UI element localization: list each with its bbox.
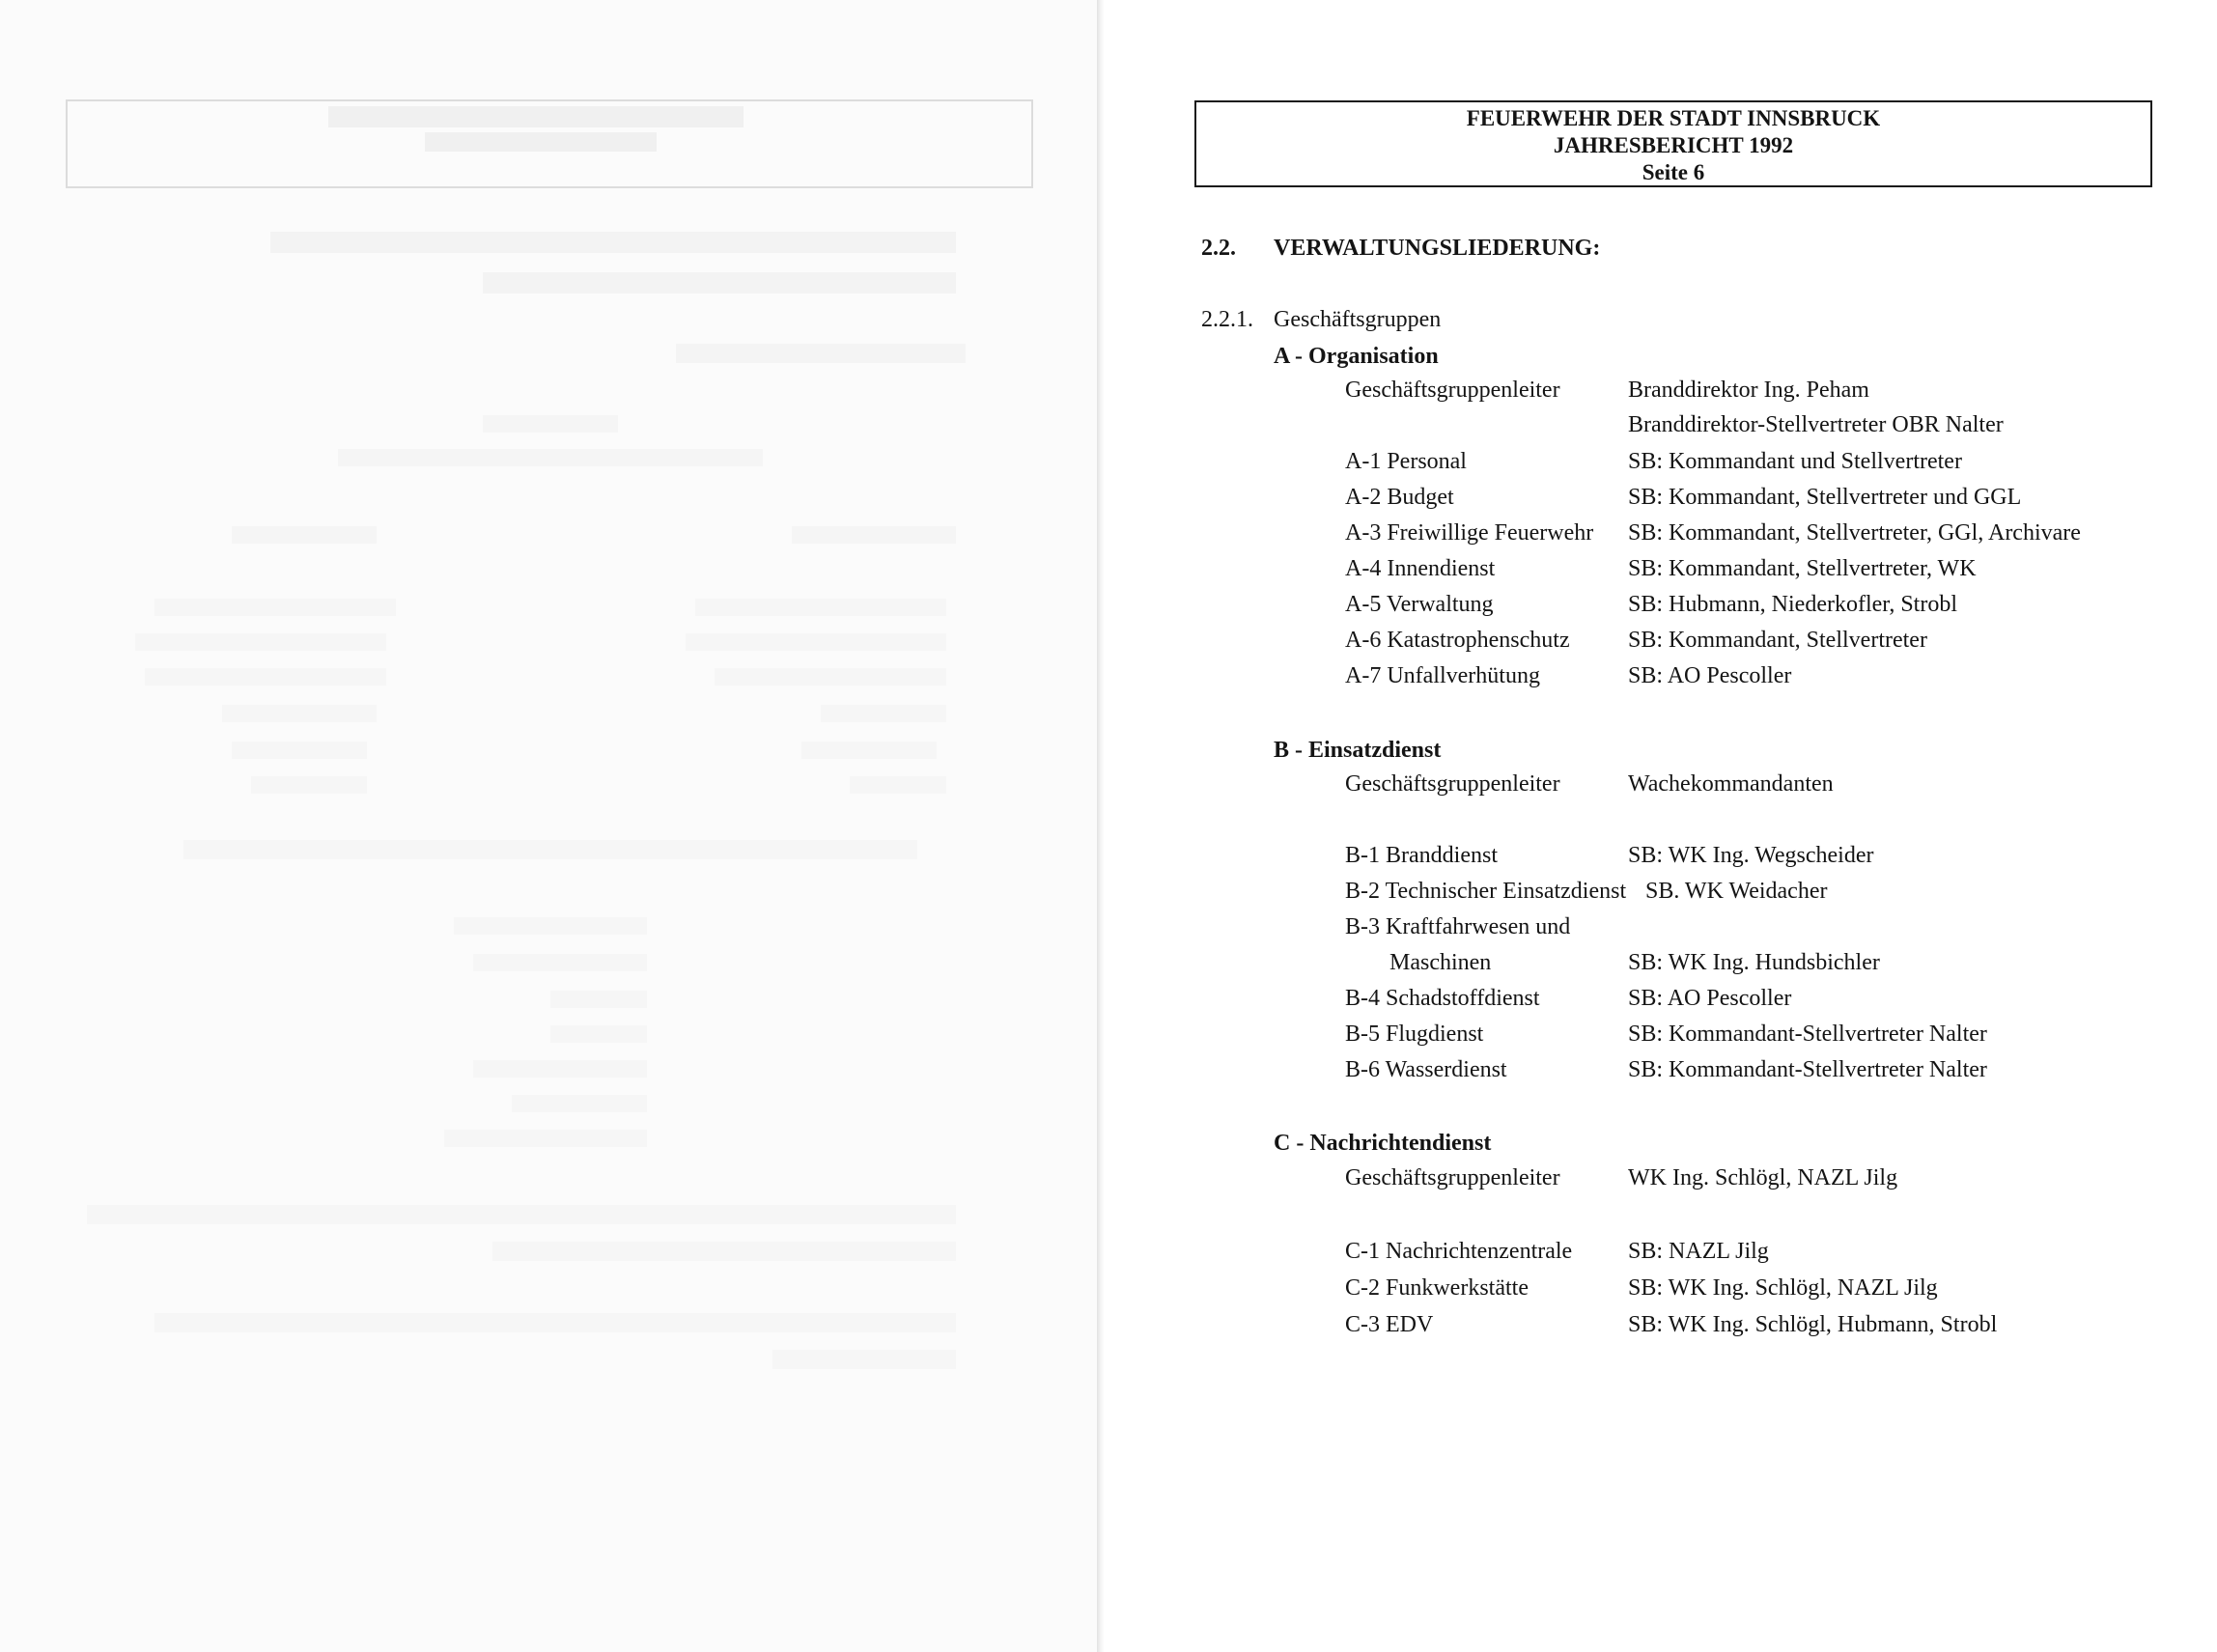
bleedthrough-text-block xyxy=(328,106,744,127)
bleedthrough-text-block xyxy=(772,1350,956,1369)
group-a-leader-label: Geschäftsgruppenleiter xyxy=(1345,378,1560,403)
bleedthrough-text-block xyxy=(251,776,367,794)
group-c-leader-value: WK Ing. Schlögl, NAZL Jilg xyxy=(1628,1165,1898,1190)
bleedthrough-text-block xyxy=(473,1060,647,1078)
group-b-item-value: SB: AO Pescoller xyxy=(1628,986,1792,1011)
section-number: 2.2. xyxy=(1201,236,1236,261)
subsection-title: Geschäftsgruppen xyxy=(1274,307,1442,332)
bleedthrough-text-block xyxy=(135,633,386,651)
bleedthrough-text-block xyxy=(483,272,956,294)
group-a-item-label: A-2 Budget xyxy=(1345,485,1454,510)
group-b-leader-value: Wachekommandanten xyxy=(1628,771,1834,797)
group-a-item-label: A-7 Unfallverhütung xyxy=(1345,663,1540,688)
bleedthrough-text-block xyxy=(850,776,946,794)
bleedthrough-text-block xyxy=(483,415,618,433)
page-fold xyxy=(1097,0,1105,1652)
group-c-leader-label: Geschäftsgruppenleiter xyxy=(1345,1165,1560,1190)
group-b-item-label: B-2 Technischer Einsatzdienst xyxy=(1345,879,1627,904)
group-a-item-value: SB: Hubmann, Niederkofler, Strobl xyxy=(1628,592,1957,617)
group-b-item-value: SB: WK Ing. Hundsbichler xyxy=(1628,950,1880,975)
bleedthrough-text-block xyxy=(222,705,377,722)
group-a-item-label: A-3 Freiwillige Feuerwehr xyxy=(1345,520,1594,546)
group-a-title: A - Organisation xyxy=(1274,344,1439,369)
group-c-item-label: C-3 EDV xyxy=(1345,1312,1434,1337)
group-c-item-value: SB: WK Ing. Schlögl, Hubmann, Strobl xyxy=(1628,1312,1998,1337)
bleedthrough-text-block xyxy=(801,742,937,759)
group-b-leader-label: Geschäftsgruppenleiter xyxy=(1345,771,1560,797)
group-a-item-label: A-6 Katastrophenschutz xyxy=(1345,628,1570,653)
group-a-item-label: A-1 Personal xyxy=(1345,449,1467,474)
group-a-item-value: SB: AO Pescoller xyxy=(1628,663,1792,688)
subsection-number: 2.2.1. xyxy=(1201,307,1253,332)
group-b-item-label-continued: Maschinen xyxy=(1389,950,1492,975)
bleedthrough-text-block xyxy=(821,705,946,722)
group-a-leader-value-2: Branddirektor-Stellvertreter OBR Nalter xyxy=(1628,412,2004,437)
group-b-item-label: B-3 Kraftfahrwesen und xyxy=(1345,914,1571,939)
group-b-item-label: B-1 Branddienst xyxy=(1345,843,1498,868)
bleedthrough-text-block xyxy=(183,840,917,859)
bleedthrough-text-block xyxy=(232,742,367,759)
bleedthrough-text-block xyxy=(145,668,386,686)
group-b-item-value: SB: Kommandant-Stellvertreter Nalter xyxy=(1628,1022,1987,1047)
group-a-leader-value: Branddirektor Ing. Peham xyxy=(1628,378,1869,403)
group-a-item-value: SB: Kommandant und Stellvertreter xyxy=(1628,449,1962,474)
group-b-item-label: B-5 Flugdienst xyxy=(1345,1022,1484,1047)
bleedthrough-text-block xyxy=(715,668,946,686)
bleedthrough-text-block xyxy=(550,991,647,1008)
bleedthrough-text-block xyxy=(686,633,946,651)
bleedthrough-text-block xyxy=(695,599,946,616)
header-line-1: FEUERWEHR DER STADT INNSBRUCK xyxy=(1466,106,1881,130)
bleedthrough-text-block xyxy=(512,1095,647,1112)
bleedthrough-text-block xyxy=(425,132,657,152)
group-a-item-label: A-5 Verwaltung xyxy=(1345,592,1494,617)
report-header xyxy=(1194,100,2152,187)
bleedthrough-text-block xyxy=(444,1130,647,1147)
group-a-item-value: SB: Kommandant, Stellvertreter xyxy=(1628,628,1927,653)
group-b-item-value: SB. WK Weidacher xyxy=(1645,879,1828,904)
bleedthrough-text-block xyxy=(87,1205,956,1224)
bleedthrough-text-block xyxy=(492,1242,956,1261)
bleedthrough-text-block xyxy=(338,449,763,466)
bleedthrough-text-block xyxy=(473,954,647,971)
group-a-item-value: SB: Kommandant, Stellvertreter, WK xyxy=(1628,556,1977,581)
group-a-item-value: SB: Kommandant, Stellvertreter und GGL xyxy=(1628,485,2022,510)
bleedthrough-text-block xyxy=(454,917,647,935)
bleedthrough-text-block xyxy=(232,526,377,544)
header-line-2: JAHRESBERICHT 1992 xyxy=(1553,133,1794,157)
group-b-item-value: SB: WK Ing. Wegscheider xyxy=(1628,843,1874,868)
group-c-item-label: C-2 Funkwerkstätte xyxy=(1345,1275,1529,1301)
bleedthrough-text-block xyxy=(270,232,956,253)
header-line-3: Seite 6 xyxy=(1642,160,1705,184)
group-c-item-label: C-1 Nachrichtenzentrale xyxy=(1345,1239,1573,1264)
group-c-title: C - Nachrichtendienst xyxy=(1274,1131,1492,1156)
bleedthrough-text-block xyxy=(676,344,966,363)
group-b-item-value: SB: Kommandant-Stellvertreter Nalter xyxy=(1628,1057,1987,1082)
bleedthrough-text-block xyxy=(550,1025,647,1043)
section-title: VERWALTUNGSLIEDERUNG: xyxy=(1274,236,1601,261)
left-page-bleedthrough xyxy=(0,0,1101,1652)
group-b-title: B - Einsatzdienst xyxy=(1274,738,1442,763)
group-a-item-value: SB: Kommandant, Stellvertreter, GGl, Archivare xyxy=(1628,520,2081,546)
group-b-item-label: B-6 Wasserdienst xyxy=(1345,1057,1507,1082)
bleedthrough-text-block xyxy=(792,526,956,544)
bleedthrough-text-block xyxy=(154,599,396,616)
group-a-item-label: A-4 Innendienst xyxy=(1345,556,1496,581)
group-c-item-value: SB: WK Ing. Schlögl, NAZL Jilg xyxy=(1628,1275,1938,1301)
right-page xyxy=(1105,0,2217,1652)
group-c-item-value: SB: NAZL Jilg xyxy=(1628,1239,1769,1264)
bleedthrough-text-block xyxy=(154,1313,956,1332)
group-b-item-label: B-4 Schadstoffdienst xyxy=(1345,986,1540,1011)
